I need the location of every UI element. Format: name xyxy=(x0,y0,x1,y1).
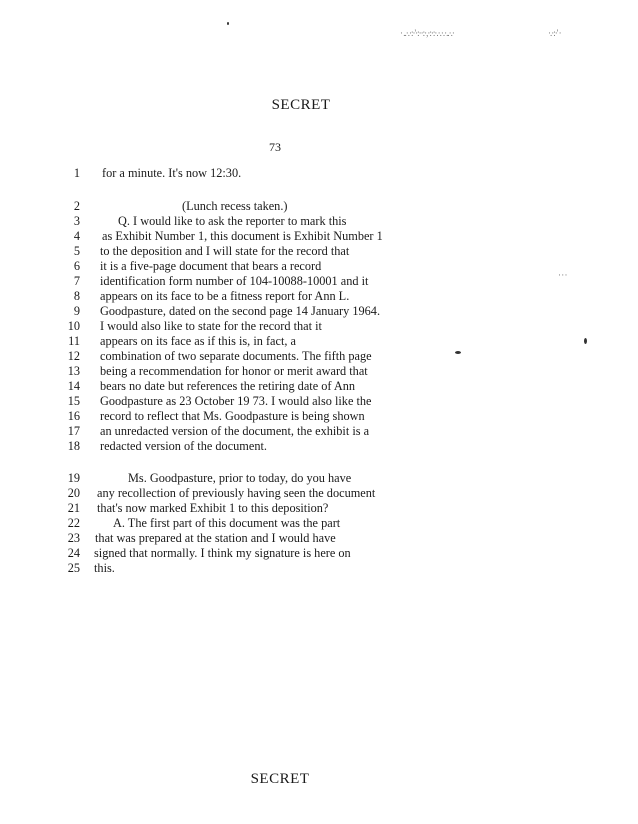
scan-artifact-top-right: ·.·:·' · xyxy=(548,28,561,38)
line-number: 11 xyxy=(68,334,80,348)
transcript-line: (Lunch recess taken.) xyxy=(182,199,288,213)
line-number: 15 xyxy=(67,394,80,408)
transcript-line: that's now marked Exhibit 1 to this deposition? xyxy=(97,501,329,515)
transcript-line: A. The first part of this document was the part xyxy=(113,516,341,530)
line-number: 20 xyxy=(67,486,80,500)
transcript-line: Q. I would like to ask the reporter to mark this xyxy=(118,214,347,228)
line-number: 9 xyxy=(73,304,80,318)
transcript-line: redacted version of the document. xyxy=(100,439,267,453)
line-number: 12 xyxy=(67,349,80,363)
scan-artifact-top: · ..·.·:·'·:··:·,·:·:·.·.·.·..·.· xyxy=(400,28,454,38)
line-number: 18 xyxy=(67,439,80,453)
line-number: 16 xyxy=(67,409,80,423)
transcript-line: appears on its face to be a fitness report for Ann L. xyxy=(100,289,350,303)
line-number: 13 xyxy=(67,364,80,378)
scan-speck xyxy=(584,338,587,344)
line-number: 7 xyxy=(73,274,80,288)
line-number: 24 xyxy=(67,546,80,560)
transcript-line: I would also like to state for the record that it xyxy=(100,319,322,333)
transcript-line: appears on its face as if this is, in fact, a xyxy=(100,334,296,348)
transcript-line: Goodpasture, dated on the second page 14 January 1964. xyxy=(100,304,381,318)
scan-speck xyxy=(455,351,461,354)
line-number: 14 xyxy=(67,379,80,393)
line-number: 22 xyxy=(67,516,80,530)
line-number: 6 xyxy=(73,259,80,273)
transcript-line: Goodpasture as 23 October 19 73. I would also like the xyxy=(100,394,372,408)
transcript-line: it is a five-page document that bears a record xyxy=(100,259,322,273)
line-number: 3 xyxy=(73,214,80,228)
transcript-line: to the deposition and I will state for the record that xyxy=(100,244,350,258)
line-number: 21 xyxy=(67,501,80,515)
classification-footer: SECRET xyxy=(250,771,310,787)
line-number: 10 xyxy=(67,319,80,333)
transcript-line: signed that normally. I think my signature is here on xyxy=(94,546,351,560)
line-number: 25 xyxy=(67,561,80,575)
line-number: 19 xyxy=(67,471,80,485)
scan-speck xyxy=(227,22,229,25)
transcript-line: as Exhibit Number 1, this document is Exhibit Number 1 xyxy=(102,229,383,243)
transcript-line: any recollection of previously having seen the document xyxy=(97,486,376,500)
transcript-line: identification form number of 104-10088-10001 and it xyxy=(100,274,369,288)
transcript-line: for a minute. It's now 12:30. xyxy=(102,166,242,180)
transcript-line: bears no date but references the retiring date of Ann xyxy=(100,379,356,393)
transcript-line: Ms. Goodpasture, prior to today, do you have xyxy=(128,471,352,485)
transcript-line: that was prepared at the station and I would have xyxy=(95,531,336,545)
scan-artifact-margin: · · · xyxy=(558,270,567,280)
transcript-line: an unredacted version of the document, the exhibit is a xyxy=(100,424,370,438)
line-number: 4 xyxy=(73,229,80,243)
line-number: 1 xyxy=(73,166,80,180)
line-number: 2 xyxy=(73,199,80,213)
page-number: 73 xyxy=(269,140,281,154)
transcript-line: combination of two separate documents. The fifth page xyxy=(100,349,372,363)
line-number: 8 xyxy=(73,289,80,303)
line-number: 23 xyxy=(67,531,80,545)
transcript-line: record to reflect that Ms. Goodpasture is being shown xyxy=(100,409,365,423)
line-number: 17 xyxy=(67,424,80,438)
line-number: 5 xyxy=(73,244,80,258)
transcript-line: being a recommendation for honor or merit award that xyxy=(100,364,368,378)
transcript-line: this. xyxy=(94,561,115,575)
classification-header: SECRET xyxy=(271,97,331,113)
